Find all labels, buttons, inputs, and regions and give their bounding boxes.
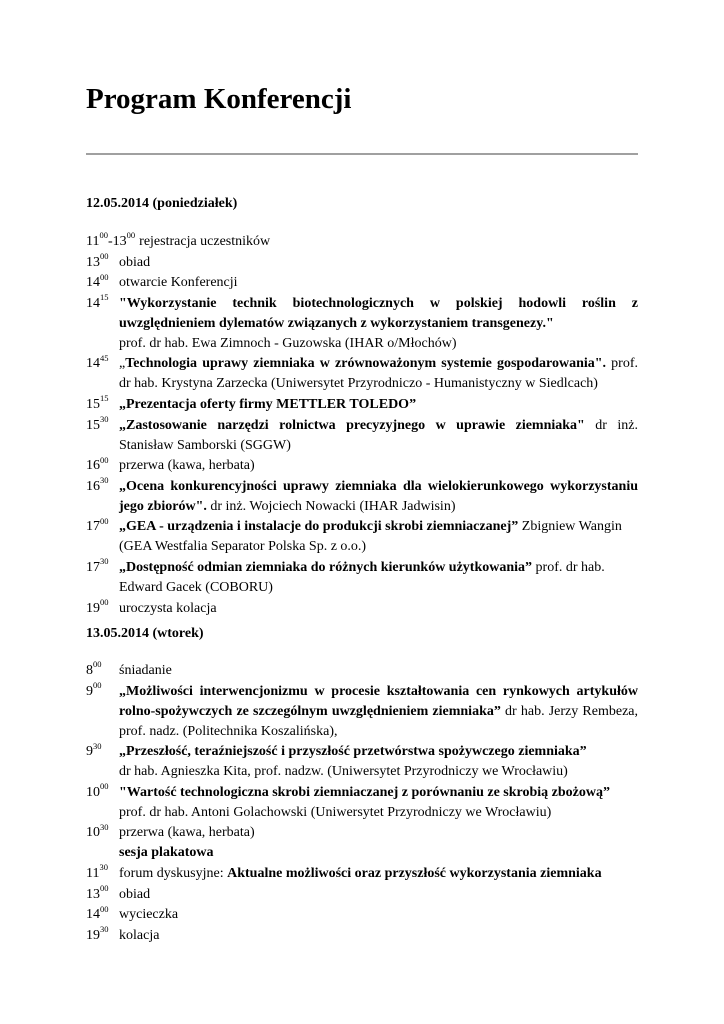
- time: $16^{30}$: [86, 475, 109, 494]
- schedule-item: [86, 558, 638, 598]
- schedule-item: $13^{00}$ obiad: [86, 253, 638, 273]
- poster-session: sesja plakatowa: [119, 845, 214, 861]
- schedule-item: [86, 517, 638, 557]
- title-divider: [86, 153, 638, 155]
- time: $19^{00}$: [86, 596, 109, 616]
- speaker: prof. dr hab. Antoni Golachowski (Uniwersytet Przyrodniczy we Wrocławiu): [119, 804, 552, 820]
- schedule-item: $14^{00}$ otwarcie Konferencji: [86, 273, 638, 293]
- time: $17^{30}$: [86, 556, 109, 575]
- time: $19^{30}$: [86, 924, 109, 943]
- talk-title: „Prezentacja oferty firmy METTLER TOLEDO”: [119, 396, 417, 412]
- talk-title: „GEA - urządzenia i instalacje do produkcji skrobi ziemniaczanej”: [119, 519, 519, 535]
- time: $13^{00}$: [86, 250, 109, 270]
- time: $9^{00}$: [86, 679, 102, 699]
- talk-title: "Wykorzystanie technik biotechnologicznych w polskiej hodowli roślin z uwzględnieniem dylematów związanych z wykorzystaniem transgenezy.": [119, 295, 638, 331]
- schedule-item: $19^{30}$ kolacja: [86, 926, 638, 946]
- schedule-item: $14^{00}$ wycieczka: [86, 905, 638, 925]
- schedule-item: [86, 679, 638, 742]
- talk-title: „Ocena konkurencyjności uprawy ziemniaka dla wielokierunkowego wykorzystaniu jego zbiorów".: [119, 478, 638, 514]
- schedule-item: $16^{00}$ przerwa (kawa, herbata): [86, 456, 638, 476]
- schedule-item: [86, 742, 638, 782]
- time: $8^{00}$: [86, 659, 102, 678]
- time-range: $11^{00}-13^{00}$: [86, 230, 136, 249]
- day2-schedule: [86, 661, 638, 946]
- schedule-item: $8^{00}$ śniadanie: [86, 661, 638, 681]
- schedule-item: $13^{00}$ obiad: [86, 885, 638, 905]
- schedule-item: $11^{30}$ forum dyskusyjne: Aktualne możliwości oraz przyszłość wykorzystania ziemniaka: [86, 864, 638, 884]
- time: $14^{15}$: [86, 292, 109, 311]
- day-heading: 13.05.2014 (wtorek): [86, 626, 204, 641]
- schedule-item: [86, 395, 638, 415]
- time: $14^{45}$: [86, 352, 109, 372]
- speaker: Zbigniew Wangin (GEA Westfalia Separator Polska Sp. z o.o.): [119, 519, 622, 555]
- day1-schedule: [86, 232, 638, 619]
- speaker: prof. dr hab. Krystyna Zarzecka (Uniwersytet Przyrodniczo - Humanistyczny w Siedlcach): [119, 356, 638, 392]
- schedule-item: $14^{45}$ „Technologia uprawy ziemniaka w zrównoważonym systemie gospodarowania". prof. dr hab. Krystyna Zarzecka (Uniwersytet Przyrodniczo - Humanistyczny w Siedlcach): [86, 354, 638, 394]
- time: $10^{00}$: [86, 781, 109, 800]
- schedule-item: $19^{00}$ uroczysta kolacja: [86, 599, 638, 619]
- day-heading: 12.05.2014 (poniedziałek): [86, 196, 238, 211]
- page-title: Program Konferencji: [86, 83, 352, 115]
- schedule-item: [86, 477, 638, 517]
- speaker: dr inż. Wojciech Nowacki (IHAR Jadwisin): [210, 498, 456, 514]
- time: $11^{30}$: [86, 862, 108, 881]
- talk-title: Aktualne możliwości oraz przyszłość wykorzystania ziemniaka: [227, 865, 602, 881]
- schedule-item: [86, 413, 638, 456]
- schedule-item: $10^{30}$ przerwa (kawa, herbata) sesja plakatowa: [86, 823, 638, 863]
- time: $14^{00}$: [86, 903, 109, 923]
- time: $13^{00}$: [86, 882, 109, 902]
- speaker: dr hab. Agnieszka Kita, prof. nadzw. (Uniwersytet Przyrodniczy we Wrocławiu): [119, 764, 568, 780]
- speaker: dr hab. Jerzy Rembeza, prof. nadz. (Politechnika Koszalińska),: [119, 703, 638, 739]
- talk-title: „Dostępność odmian ziemniaka do różnych kierunków użytkowania”: [119, 559, 533, 575]
- time: $15^{30}$: [86, 413, 109, 433]
- talk-title: „Przeszłość, teraźniejszość i przyszłość przetwórstwa spożywczego ziemniaka”: [119, 744, 587, 760]
- schedule-item: [86, 294, 638, 354]
- speaker: prof. dr hab. Edward Gacek (COBORU): [119, 559, 605, 595]
- schedule-item: [86, 783, 638, 823]
- talk-title: Technologia uprawy ziemniaka w zrównoważonym systemie gospodarowania".: [125, 356, 607, 372]
- time: $10^{30}$: [86, 821, 109, 841]
- talk-title: „Możliwości interwencjonizmu w procesie kształtowania cen rynkowych artykułów rolno-spożywczych ze szczególnym uwzględnieniem ziemniaka”: [119, 683, 638, 719]
- speaker: prof. dr hab. Ewa Zimnoch - Guzowska (IHAR o/Młochów): [119, 335, 457, 351]
- talk-title: "Wartość technologiczna skrobi ziemniaczanej z porównaniu ze skrobią zbożową”: [119, 784, 611, 800]
- time: $15^{15}$: [86, 393, 109, 412]
- time: $17^{00}$: [86, 515, 109, 535]
- speaker: dr inż. Stanisław Samborski (SGGW): [119, 417, 638, 453]
- time: $14^{00}$: [86, 271, 109, 291]
- time: $16^{00}$: [86, 454, 109, 474]
- schedule-item: $11^{00}-13^{00}$ rejestracja uczestników: [86, 232, 638, 252]
- talk-title: „Zastosowanie narzędzi rolnictwa precyzyjnego w uprawie ziemniaka": [119, 417, 585, 433]
- time: $9^{30}$: [86, 740, 102, 760]
